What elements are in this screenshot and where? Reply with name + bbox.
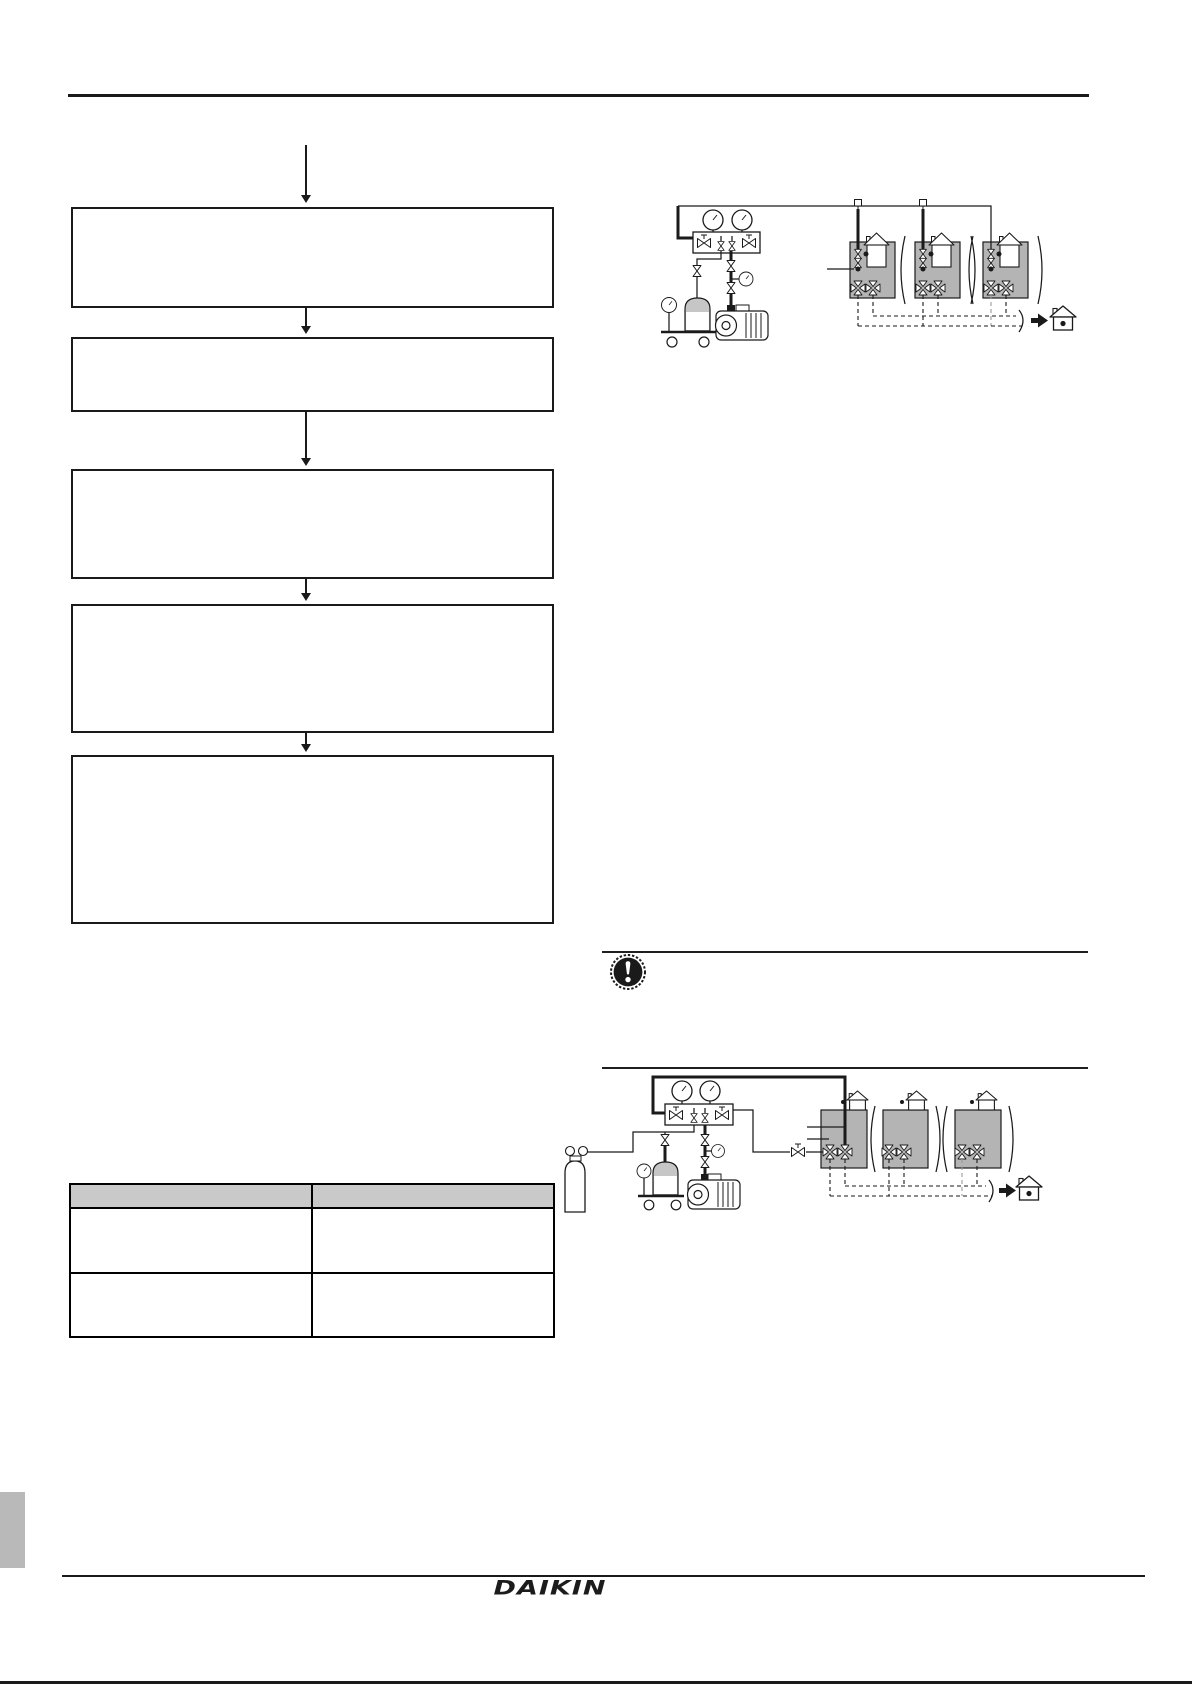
- valve-icon: [701, 1135, 709, 1146]
- table-row: [70, 1208, 554, 1273]
- refrigerant-charging-diagram: [555, 170, 1090, 360]
- page-bottom-rule: [0, 1681, 1192, 1684]
- header-rule: [68, 94, 1089, 97]
- refrigerant-tank-on-scale: [637, 1162, 684, 1210]
- table-header-row: [70, 1184, 554, 1208]
- table-cell: [312, 1273, 554, 1337]
- nitrogen-line: [587, 1125, 694, 1152]
- table-cell: [70, 1208, 312, 1273]
- indoor-house-icon: [1016, 1176, 1042, 1200]
- vacuum-gauge-icon: [712, 1145, 725, 1158]
- piping-bundle-mark: [1019, 310, 1023, 332]
- flowchart-step-3: [71, 469, 554, 579]
- exclamation-circle-icon: [609, 953, 647, 991]
- refrigerant-tank-on-scale: [661, 298, 716, 348]
- to-indoor-arrow-icon: [999, 1184, 1016, 1198]
- pressure-gauge-icon: [700, 1081, 720, 1101]
- flowchart-step-5: [71, 755, 554, 924]
- house-icon: [906, 1091, 927, 1110]
- vacuum-drying-diagram: [555, 1072, 1090, 1240]
- table-cell: [70, 1273, 312, 1337]
- to-indoor-arrow-icon: [1031, 314, 1048, 328]
- manifold-gauge-set: [693, 210, 760, 253]
- pump-inlet-fitting: [727, 305, 735, 311]
- branch-joint-icon: [855, 200, 862, 210]
- flowchart-step-4: [71, 604, 554, 733]
- scale-dial-icon: [637, 1164, 651, 1178]
- table-header-cell: [312, 1184, 554, 1208]
- service-line: [733, 1110, 790, 1152]
- flowchart-arrow-1: [305, 308, 307, 326]
- daikin-logo: DAIKIN: [493, 1577, 607, 1600]
- house-icon: [997, 233, 1022, 267]
- vacuum-gauge-icon: [739, 272, 753, 286]
- vacuum-pump-icon: [688, 1174, 741, 1209]
- page-edge-tab: [0, 1492, 25, 1568]
- house-icon: [864, 233, 889, 267]
- nitrogen-cylinder: [565, 1147, 588, 1213]
- field-piping-dashed: [858, 295, 1022, 326]
- flowchart-arrow-2: [305, 412, 307, 458]
- pressure-gauge-icon: [672, 1081, 692, 1101]
- flowchart-arrow-3: [305, 579, 307, 593]
- refrigerant-tank-icon: [653, 1162, 678, 1195]
- charging-hose: [678, 206, 693, 238]
- spec-table: [69, 1183, 555, 1338]
- table-header-cell: [70, 1184, 312, 1208]
- pressure-gauge-icon: [732, 210, 752, 230]
- shut-off-valve-icon: [792, 1144, 805, 1157]
- valve-icon: [661, 1135, 669, 1146]
- house-icon: [976, 1091, 997, 1110]
- table-cell: [312, 1208, 554, 1273]
- vacuum-pump-icon: [716, 305, 769, 340]
- house-marker-dot: [970, 1100, 974, 1104]
- valve-icon: [727, 283, 735, 294]
- valve-icon: [693, 266, 701, 277]
- notice-rule-top: [602, 951, 1088, 953]
- indoor-house-icon: [1050, 306, 1076, 330]
- flowchart-step-2: [71, 337, 554, 412]
- refrigerant-tank-icon: [685, 298, 710, 331]
- table-row: [70, 1273, 554, 1337]
- flowchart-entry-arrow: [305, 145, 307, 195]
- piping-bundle-mark: [989, 1180, 993, 1202]
- valve-icon: [701, 1157, 709, 1168]
- notice-rule-bottom: [602, 1067, 1088, 1069]
- valve-icon: [727, 261, 735, 272]
- flowchart-arrow-4: [305, 733, 307, 744]
- house-icon: [847, 1091, 868, 1110]
- branch-joint-icon: [920, 200, 927, 210]
- scale-dial-icon: [662, 298, 677, 313]
- pressure-gauge-icon: [703, 210, 723, 230]
- house-marker-dot: [900, 1100, 904, 1104]
- flowchart-step-1: [71, 207, 554, 308]
- manifold-gauge-set: [665, 1081, 733, 1125]
- house-icon: [929, 233, 954, 267]
